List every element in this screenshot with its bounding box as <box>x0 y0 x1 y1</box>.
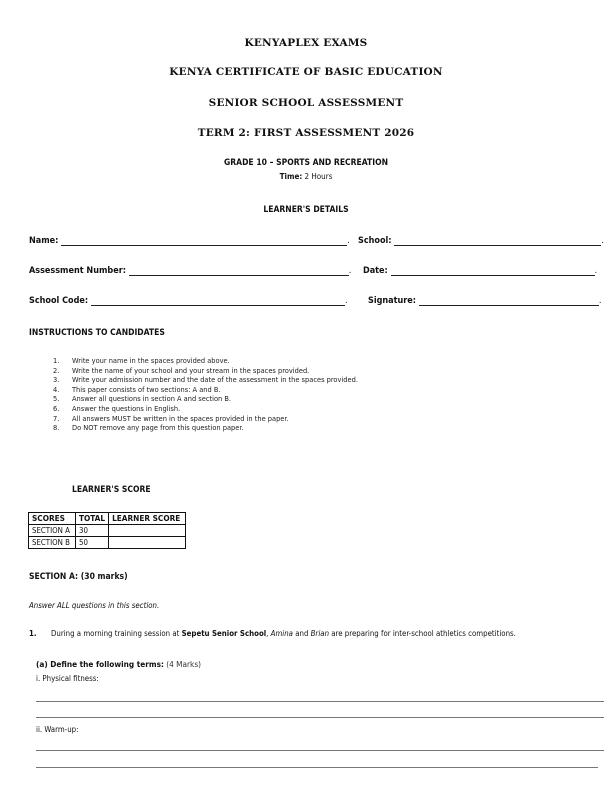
term-label-physical-fitness: i. Physical fitness: <box>36 674 99 683</box>
date-input-line[interactable] <box>391 265 595 276</box>
date-label: Date: <box>363 266 388 276</box>
assessment-number-field[interactable]: Assessment Number: . <box>29 266 352 276</box>
time-allowed <box>0 172 612 181</box>
part-a-prompt: (a) Define the following terms: (4 Marks) <box>36 659 202 669</box>
instructions-list <box>53 356 358 433</box>
question-1: 1. During a morning training session at Sepetu Senior School, Amina and Brian are preparing for inter-school athletics competitions. <box>29 629 516 638</box>
learner-score-title: LEARNER'S SCORE <box>72 485 151 495</box>
instruction-item: 2. Write the name of your school and your stream in the spaces provided. <box>53 365 310 375</box>
instruction-item: 7. All answers MUST be written in the spaces provided in the paper. <box>53 413 289 423</box>
certificate-title: KENYA CERTIFICATE OF BASIC EDUCATION <box>169 66 443 78</box>
column-header: LEARNER SCORE <box>109 513 186 525</box>
instructions-title: INSTRUCTIONS TO CANDIDATES <box>29 328 165 338</box>
signature-label: Signature: <box>368 296 416 306</box>
assessment-number-input-line[interactable] <box>129 265 349 276</box>
answer-line[interactable] <box>36 767 598 768</box>
answer-line[interactable] <box>36 717 604 718</box>
learner-score-cell[interactable] <box>109 525 186 537</box>
time-label: Time: <box>279 172 303 181</box>
section-cell: SECTION B <box>29 537 76 549</box>
learner-details-title: LEARNER'S DETAILS <box>263 205 349 215</box>
section-cell: SECTION A <box>29 525 76 537</box>
school-label: School: <box>358 236 392 246</box>
signature-field[interactable]: Signature: . <box>368 296 602 306</box>
student-name: Brian <box>310 629 330 638</box>
answer-line[interactable] <box>36 750 604 751</box>
name-field[interactable]: Name: . <box>29 236 350 246</box>
school-code-field[interactable]: School Code: . <box>29 296 348 306</box>
exam-provider-title: KENYAPLEX EXAMS <box>244 37 368 49</box>
instruction-item: 5. Answer all questions in section A and section B. <box>53 394 232 404</box>
question-number: 1. <box>29 629 37 638</box>
time-value: 2 Hours <box>302 172 333 181</box>
name-input-line[interactable] <box>61 235 347 246</box>
school-field[interactable]: School: . <box>358 236 604 246</box>
school-code-label: School Code: <box>29 296 89 306</box>
term-title: TERM 2: FIRST ASSESSMENT 2026 <box>197 127 415 139</box>
instruction-item: 6. Answer the questions in English. <box>53 403 181 413</box>
school-code-input-line[interactable] <box>91 295 345 306</box>
learner-score-table <box>28 512 186 549</box>
date-field[interactable]: Date: . <box>363 266 598 276</box>
table-header-row <box>29 513 186 525</box>
table-row <box>29 525 186 537</box>
school-name: Sepetu Senior School <box>181 629 267 638</box>
assessment-type-title: SENIOR SCHOOL ASSESSMENT <box>208 97 404 109</box>
signature-input-line[interactable] <box>419 295 599 306</box>
column-header: SCORES <box>29 513 76 525</box>
section-a-title: SECTION A: (30 marks) <box>29 572 128 582</box>
assessment-number-label: Assessment Number: <box>29 266 126 276</box>
learner-score-cell[interactable] <box>109 537 186 549</box>
name-label: Name: <box>29 236 59 246</box>
student-name: Amina <box>270 629 293 638</box>
instruction-item: 8. Do NOT remove any page from this question paper. <box>53 423 244 433</box>
total-cell: 50 <box>76 537 109 549</box>
instruction-item: 3. Write your admission number and the date of the assessment in the spaces provided. <box>53 375 358 385</box>
total-cell: 30 <box>76 525 109 537</box>
column-header: TOTAL <box>76 513 109 525</box>
instruction-item: 1. Write your name in the spaces provided above. <box>53 356 230 365</box>
subject-title: GRADE 10 – SPORTS AND RECREATION <box>224 158 388 168</box>
table-row <box>29 537 186 549</box>
instruction-item: 4. This paper consists of two sections: A and B. <box>53 384 221 394</box>
term-label-warm-up: ii. Warm-up: <box>36 725 79 734</box>
section-a-instruction: Answer ALL questions in this section. <box>29 601 160 610</box>
answer-line[interactable] <box>36 701 604 702</box>
school-input-line[interactable] <box>394 235 601 246</box>
